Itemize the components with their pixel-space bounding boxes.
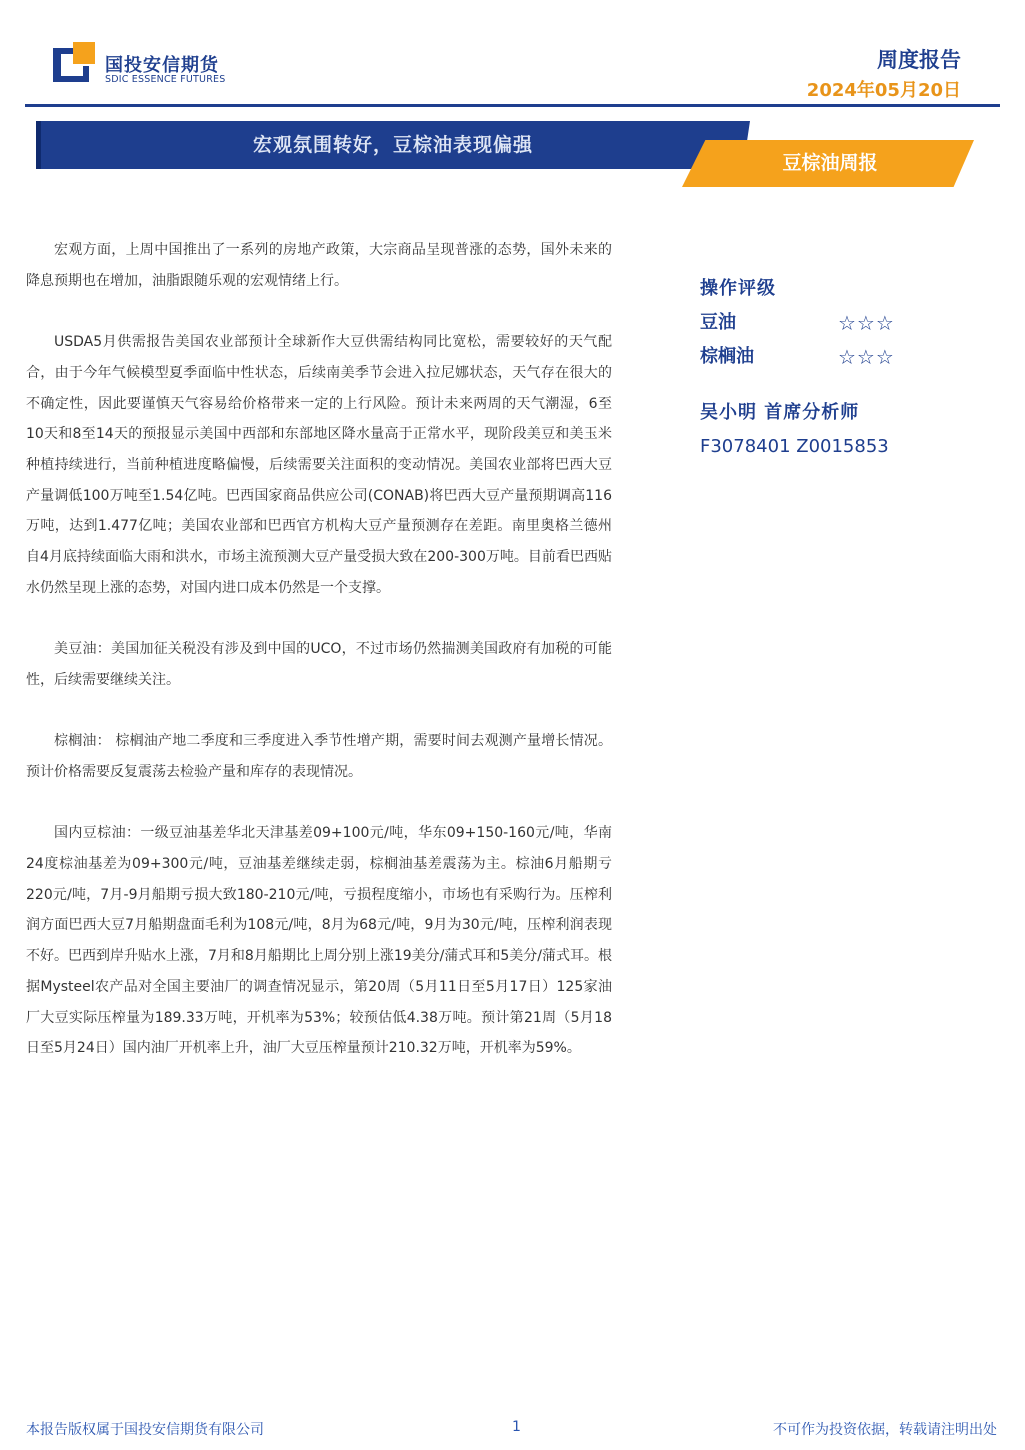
paragraph-usda: USDA5月供需报告美国农业部预计全球新作大豆供需结构同比宽松，需要较好的天气配合，由于今年气候模型夏季面临中性状态，后续南美季节会进入拉尼娜状态，天气存在很大的不确定性，因此要谨慎天气容易给价格带来一定的上行风险。预计未来两周的天气潮湿，6至10天和8至14天的预报显示美国中西部和东部地区降水量高于正常水平，现阶段美豆和美玉米种植持续进行，当前种植进度略偏慢，后续需要关注面积的变动情况。美国农业部将巴西大豆产量调低100万吨至1.54亿吨。巴西国家商品供应公司(CONAB)将巴西大豆产量预期调高116万吨，达到1.477亿吨；美国农业部和巴西官方机构大豆产量预测存在差距。南里奥格兰德州自4月底持续面临大雨和洪水，市场主流预测大豆产量受损大致在200-300万吨。目前看巴西贴水仍然呈现上涨的态势，对国内进口成本仍然是一个支撑。 [26,334,612,596]
logo-english-name: SDIC ESSENCE FUTURES [105,74,226,85]
rating-heading: 操作评级 [700,278,776,299]
analyst-license: F3078401 Z0015853 [700,436,889,457]
report-date: 2024年05月20日 [806,80,961,101]
footer-disclaimer: 不可作为投资依据，转载请注明出处 [773,1422,997,1438]
rating-row-soyoil [700,308,920,342]
report-subtitle: 豆棕油周报 [782,152,878,174]
analyst-name: 吴小明 首席分析师 [700,402,860,423]
report-type: 周度报告 [877,48,961,72]
rating-product: 棕榈油 [700,346,754,367]
page-number: 1 [512,1419,521,1435]
rating-row-palm-oil [700,342,920,376]
footer-copyright: 本报告版权属于国投安信期货有限公司 [26,1422,264,1438]
rating-product: 豆油 [700,312,736,333]
star-rating-icon: ☆☆☆ [838,311,895,335]
paragraph-macro: 宏观方面，上周中国推出了一系列的房地产政策，大宗商品呈现普涨的态势，国外未来的降息预期也在增加，油脂跟随乐观的宏观情绪上行。 [26,242,612,289]
report-title: 宏观氛围转好，豆棕油表现偏强 [252,134,533,156]
report-body [26,235,612,1095]
star-rating-icon: ☆☆☆ [838,345,895,369]
sidebar [700,274,920,462]
paragraph-us-soyoil: 美豆油：美国加征关税没有涉及到中国的UCO，不过市场仍然揣测美国政府有加税的可能性，后续需要继续关注。 [26,641,612,688]
paragraph-domestic: 国内豆棕油：一级豆油基差华北天津基差09+100元/吨，华东09+150-160元/吨，华南24度棕油基差为09+300元/吨，豆油基差继续走弱，棕榈油基差震荡为主。棕油6月船期亏220元/吨，7月-9月船期亏损大致180-210元/吨，亏损程度缩小，市场也有采购行为。压榨利润方面巴西大豆7月船期盘面毛利为108元/吨，8月为68元/吨，9月为30元/吨，压榨利润表现不好。巴西到岸升贴水上涨，7月和8月船期比上周分别上涨19美分/蒲式耳和5美分/蒲式耳。根据Mysteel农产品对全国主要油厂的调查情况显示，第20周（5月11日至5月17日）125家油厂大豆实际压榨量为189.33万吨，开机率为53%；较预估低4.38万吨。预计第21周（5月18日至5月24日）国内油厂开机率上升，油厂大豆压榨量预计210.32万吨，开机率为59%。 [26,825,612,1057]
header-divider [25,104,1000,107]
paragraph-palm-oil: 棕榈油： 棕榈油产地二季度和三季度进入季节性增产期，需要时间去观测产量增长情况。预计价格需要反复震荡去检验产量和库存的表现情况。 [26,733,612,780]
logo-chinese-name: 国投安信期货 [105,55,219,76]
logo-mark-icon [53,40,97,84]
company-logo [53,40,233,90]
